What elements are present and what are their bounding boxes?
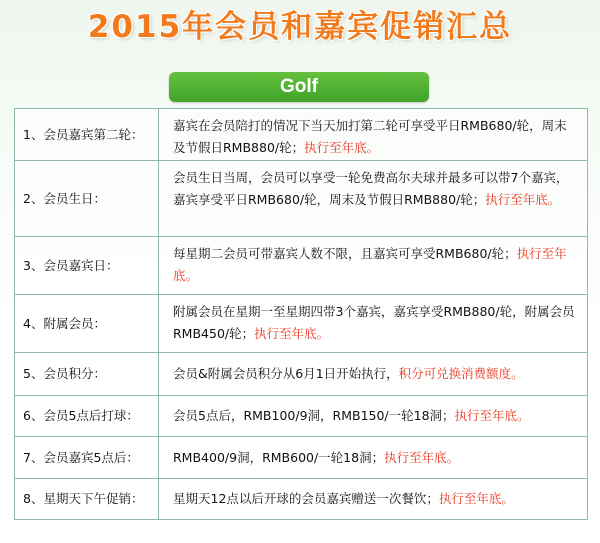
- row-text: 会员&附属会员积分从6月1日开始执行，: [173, 366, 399, 381]
- row-highlight: 执行至年底。: [254, 326, 330, 341]
- row-content: [159, 479, 587, 519]
- row-label: 6、会员5点后打球：: [15, 396, 159, 436]
- row-label: 2、会员生日：: [15, 161, 159, 236]
- table-row: [15, 237, 587, 295]
- table-row: [15, 109, 587, 161]
- row-highlight: 执行至年底。: [438, 491, 514, 506]
- row-text: 会员5点后，RMB100/9洞，RMB150/一轮18洞；: [173, 408, 455, 423]
- table-row: [15, 295, 587, 353]
- row-content: [159, 237, 587, 294]
- row-label: 8、星期天下午促销：: [15, 479, 159, 519]
- row-highlight: 执行至年底。: [454, 408, 530, 423]
- row-content: [159, 109, 587, 160]
- row-text: RMB400/9洞，RMB600/一轮18洞；: [173, 449, 385, 465]
- row-label: 3、会员嘉宾日：: [15, 237, 159, 294]
- section-tag-golf: Golf: [169, 72, 429, 102]
- table-row: [15, 479, 587, 519]
- row-highlight: 执行至年底。: [304, 140, 380, 155]
- row-content: [159, 295, 587, 352]
- row-text: 附属会员在星期一至星期四带3个嘉宾，嘉宾享受RMB880/轮，附属会员RMB450/轮；: [173, 304, 575, 341]
- promotion-table: [14, 108, 588, 520]
- row-text: 星期天12点以后开球的会员嘉宾赠送一次餐饮；: [173, 491, 439, 506]
- row-text: 会员生日当周，会员可以享受一轮免费高尔夫球并最多可以带7个嘉宾，嘉宾享受平日RMB680/轮，周末及节假日RMB880/轮；: [173, 170, 569, 207]
- table-row: [15, 437, 587, 479]
- row-content: [159, 396, 587, 436]
- row-content: [159, 437, 587, 478]
- row-highlight: 积分可兑换消费额度。: [398, 366, 524, 381]
- row-label: 4、附属会员：: [15, 295, 159, 352]
- table-row: [15, 396, 587, 437]
- row-content: [159, 161, 587, 236]
- row-highlight: 执行至年底。: [173, 246, 567, 283]
- row-highlight: 执行至年底。: [384, 449, 460, 465]
- row-label: 7、会员嘉宾5点后：: [15, 437, 159, 478]
- table-row: [15, 353, 587, 396]
- row-content: [159, 353, 587, 395]
- row-label: 5、会员积分：: [15, 353, 159, 395]
- row-highlight: 执行至年底。: [485, 192, 561, 207]
- table-row: [15, 161, 587, 237]
- row-label: 1、会员嘉宾第二轮：: [15, 109, 159, 160]
- page-title: 2015年会员和嘉宾促销汇总: [87, 9, 513, 45]
- row-text: 嘉宾在会员陪打的情况下当天加打第二轮可享受平日RMB680/轮，周末及节假日RMB880/轮；: [173, 118, 567, 155]
- row-text: 每星期二会员可带嘉宾人数不限，且嘉宾可享受RMB680/轮；: [173, 246, 517, 261]
